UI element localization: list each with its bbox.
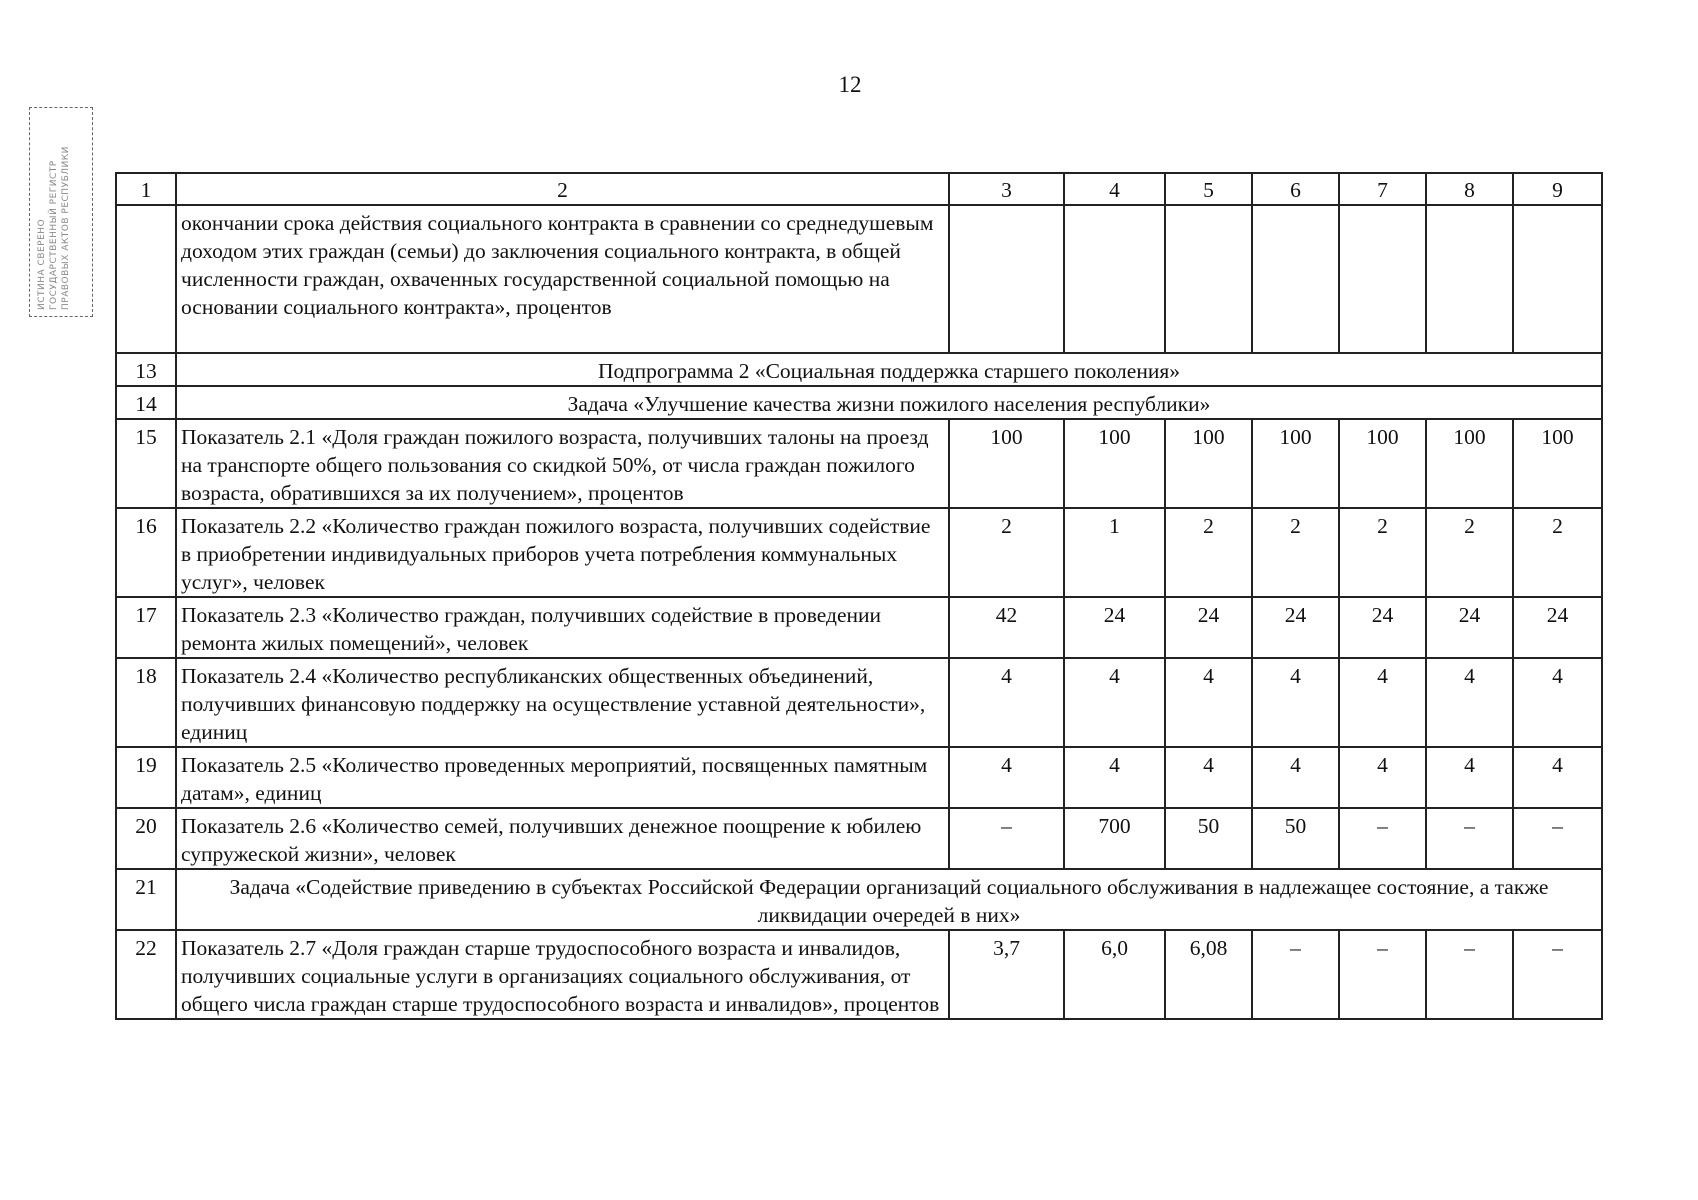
row-number: 15: [116, 419, 176, 508]
indicator-row: [116, 508, 1602, 597]
row-number: 18: [116, 658, 176, 747]
row-number: [116, 205, 176, 353]
value-cell: 3,7: [949, 930, 1064, 1019]
value-cell: 4: [1252, 658, 1339, 747]
value-cell: 100: [1513, 419, 1602, 508]
value-cell: 1: [1064, 508, 1165, 597]
section-row: [116, 869, 1602, 930]
header-cell: 2: [176, 173, 949, 205]
page-number: 12: [838, 72, 862, 97]
value-cell: 4: [949, 658, 1064, 747]
section-title: Задача «Улучшение качества жизни пожилого населения республики»: [176, 386, 1602, 419]
indicator-text: Показатель 2.2 «Количество граждан пожилого возраста, получивших содействие в приобретении индивидуальных приборов учета потребления коммунальных услуг», человек: [176, 508, 949, 597]
value-cell: –: [1513, 808, 1602, 869]
value-cell: –: [1426, 930, 1513, 1019]
indicator-row: [116, 747, 1602, 808]
value-cell: 4: [1339, 658, 1426, 747]
value-cell: –: [1339, 930, 1426, 1019]
value-cell: 4: [1426, 658, 1513, 747]
header-row: [116, 173, 1602, 205]
indicator-row: [116, 658, 1602, 747]
value-cell: 2: [1339, 508, 1426, 597]
indicator-text: окончании срока действия социального контракта в сравнении со среднедушевым доходом этих граждан (семьи) до заключения социального контракта, в общей численности граждан, охваченных государственной социальной помощью на основании социального контракта», процентов: [176, 205, 949, 353]
value-cell: 700: [1064, 808, 1165, 869]
value-cell: 4: [1064, 658, 1165, 747]
header-cell: 8: [1426, 173, 1513, 205]
section-row: [116, 386, 1602, 419]
value-cell: 4: [1165, 658, 1252, 747]
section-row: [116, 353, 1602, 386]
indicator-row: [116, 930, 1602, 1019]
value-cell: 2: [1165, 508, 1252, 597]
value-cell: 100: [1064, 419, 1165, 508]
value-cell: –: [1426, 808, 1513, 869]
value-cell: 2: [949, 508, 1064, 597]
value-cell: 100: [949, 419, 1064, 508]
value-cell: 6,0: [1064, 930, 1165, 1019]
value-cell: 2: [1252, 508, 1339, 597]
value-cell: 6,08: [1165, 930, 1252, 1019]
row-number: 17: [116, 597, 176, 658]
value-cell: [1513, 205, 1602, 353]
value-cell: 4: [1426, 747, 1513, 808]
value-cell: 24: [1252, 597, 1339, 658]
continuation-row: [116, 205, 1602, 353]
registry-stamp: [29, 107, 93, 317]
indicator-text: Показатель 2.7 «Доля граждан старше трудоспособного возраста и инвалидов, получивших социальные услуги в организациях социального обслуживания, от общего числа граждан старше трудоспособного возраста и инвалидов», процентов: [176, 930, 949, 1019]
header-cell: 7: [1339, 173, 1426, 205]
value-cell: 4: [1513, 658, 1602, 747]
section-title: Подпрограмма 2 «Социальная поддержка старшего поколения»: [176, 353, 1602, 386]
value-cell: 24: [1165, 597, 1252, 658]
value-cell: 50: [1165, 808, 1252, 869]
value-cell: [949, 205, 1064, 353]
row-number: 16: [116, 508, 176, 597]
value-cell: [1252, 205, 1339, 353]
value-cell: 4: [1339, 747, 1426, 808]
value-cell: 24: [1426, 597, 1513, 658]
value-cell: 4: [1064, 747, 1165, 808]
value-cell: [1064, 205, 1165, 353]
header-cell: 3: [949, 173, 1064, 205]
value-cell: –: [1513, 930, 1602, 1019]
value-cell: –: [1252, 930, 1339, 1019]
value-cell: 2: [1513, 508, 1602, 597]
value-cell: 100: [1339, 419, 1426, 508]
stamp-line: ГОСУДАРСТВЕННЫЙ РЕГИСТР: [49, 160, 59, 310]
indicator-text: Показатель 2.6 «Количество семей, получивших денежное поощрение к юбилею супружеской жизни», человек: [176, 808, 949, 869]
indicator-text: Показатель 2.5 «Количество проведенных мероприятий, посвященных памятным датам», единиц: [176, 747, 949, 808]
indicator-text: Показатель 2.4 «Количество республиканских общественных объединений, получивших финансовую поддержку на осуществление уставной деятельности», единиц: [176, 658, 949, 747]
stamp-line: ИСТИНА СВЕРЕНО: [37, 218, 47, 310]
row-number: 21: [116, 869, 176, 930]
indicator-row: [116, 419, 1602, 508]
value-cell: 100: [1426, 419, 1513, 508]
indicator-row: [116, 597, 1602, 658]
row-number: 14: [116, 386, 176, 419]
value-cell: 100: [1252, 419, 1339, 508]
indicator-text: Показатель 2.1 «Доля граждан пожилого возраста, получивших талоны на проезд на транспорте общего пользования со скидкой 50%, от числа граждан пожилого возраста, обратившихся за их получением», процентов: [176, 419, 949, 508]
value-cell: 24: [1513, 597, 1602, 658]
section-title: Задача «Содействие приведению в субъектах Российской Федерации организаций социального обслуживания в надлежащее состояние, а также ликвидации очередей в них»: [176, 869, 1602, 930]
indicator-row: [116, 808, 1602, 869]
value-cell: –: [949, 808, 1064, 869]
value-cell: 4: [949, 747, 1064, 808]
value-cell: [1426, 205, 1513, 353]
value-cell: –: [1339, 808, 1426, 869]
indicator-text: Показатель 2.3 «Количество граждан, получивших содействие в проведении ремонта жилых помещений», человек: [176, 597, 949, 658]
row-number: 22: [116, 930, 176, 1019]
value-cell: 100: [1165, 419, 1252, 508]
indicators-table: [115, 172, 1603, 1020]
stamp-line: ПРАВОВЫХ АКТОВ РЕСПУБЛИКИ: [61, 146, 71, 310]
value-cell: 42: [949, 597, 1064, 658]
header-cell: 5: [1165, 173, 1252, 205]
header-cell: 1: [116, 173, 176, 205]
header-cell: 6: [1252, 173, 1339, 205]
value-cell: 24: [1339, 597, 1426, 658]
value-cell: [1165, 205, 1252, 353]
header-cell: 4: [1064, 173, 1165, 205]
row-number: 13: [116, 353, 176, 386]
value-cell: 4: [1252, 747, 1339, 808]
value-cell: 50: [1252, 808, 1339, 869]
value-cell: [1339, 205, 1426, 353]
value-cell: 4: [1165, 747, 1252, 808]
value-cell: 24: [1064, 597, 1165, 658]
header-cell: 9: [1513, 173, 1602, 205]
value-cell: 4: [1513, 747, 1602, 808]
row-number: 20: [116, 808, 176, 869]
value-cell: 2: [1426, 508, 1513, 597]
stamp-text: [30, 108, 94, 318]
row-number: 19: [116, 747, 176, 808]
